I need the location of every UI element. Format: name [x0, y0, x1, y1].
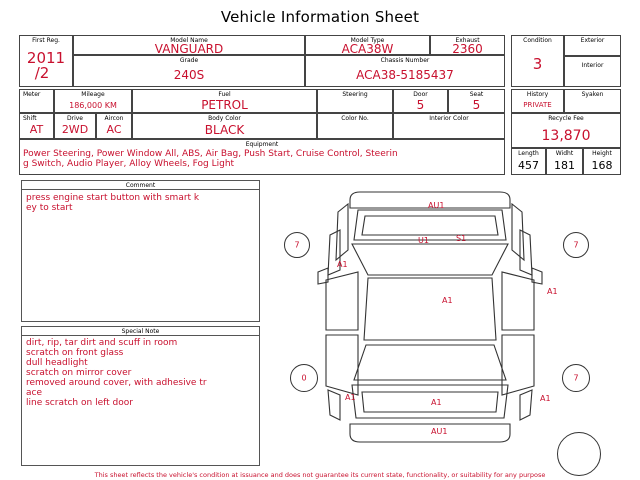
- comment-box: [21, 180, 260, 322]
- model-type-label: Model Type: [350, 37, 385, 44]
- height-label: Height: [592, 150, 612, 157]
- condition-label: Condition: [523, 37, 552, 44]
- exterior-cell: [564, 35, 621, 56]
- equipment-line-1: Power Steering, Power Window All, ABS, Air Bag, Push Start, Cruise Control, Steerin: [23, 149, 398, 159]
- mileage-cell: [54, 89, 132, 113]
- history-cell: [511, 89, 564, 113]
- equipment-cell: [19, 139, 505, 175]
- syaken-cell: [564, 89, 621, 113]
- seat-label: Seat: [469, 91, 484, 98]
- aircon-value: AC: [106, 123, 122, 136]
- mileage-value: 186,000 KM: [69, 101, 117, 110]
- seat-cell: [448, 89, 505, 113]
- exterior-label: Exterior: [580, 37, 605, 44]
- mark-s1: S1: [456, 234, 467, 243]
- interior-label: Interior: [581, 62, 604, 69]
- interior-color-cell: [393, 113, 505, 139]
- chassis-value: ACA38-5185437: [356, 68, 454, 82]
- special-note-line-3: dull headlight: [26, 358, 88, 368]
- history-label: History: [526, 91, 549, 98]
- interior-cell: [564, 56, 621, 87]
- grade-label: Grade: [179, 57, 199, 64]
- comment-line-2: ey to start: [26, 203, 73, 213]
- comment-label: Comment: [125, 182, 156, 189]
- shift-value: AT: [29, 123, 44, 136]
- aircon-cell: [96, 113, 132, 139]
- tailgate-outline: [352, 385, 508, 418]
- door-value: 5: [416, 98, 425, 112]
- body-color-cell: [132, 113, 317, 139]
- special-note-line-6: ace: [26, 388, 43, 398]
- body-color-value: BLACK: [204, 123, 245, 137]
- roof-outline: [364, 278, 496, 340]
- front-left-wheel-mark: 7: [284, 232, 310, 258]
- first-reg-cell: [19, 35, 73, 87]
- chassis-cell: [305, 55, 505, 87]
- length-cell: [511, 148, 546, 175]
- body-color-label: Body Color: [208, 115, 241, 122]
- special-note-line-5: removed around cover, with adhesive tr: [26, 378, 207, 388]
- disclaimer-footer: This sheet reflects the vehicle's condition at issuance and does not guarantee its current state, functionality, or suitability for any purpose: [94, 471, 546, 479]
- spare-tire-mark: [557, 432, 601, 476]
- aircon-label: Aircon: [104, 115, 124, 122]
- drive-cell: [54, 113, 96, 139]
- length-value: 457: [518, 159, 539, 172]
- special-note-line-7: line scratch on left door: [26, 398, 133, 408]
- meter-label: Meter: [23, 91, 41, 98]
- door-label: Door: [413, 91, 428, 98]
- color-no-cell: [317, 113, 393, 139]
- interior-color-label: Interior Color: [429, 115, 469, 122]
- drive-value: 2WD: [61, 123, 89, 136]
- rear-left-wheel-mark: 0: [290, 364, 318, 392]
- windshield-outline: [352, 244, 508, 275]
- mark-left-fender: A1: [337, 260, 348, 269]
- mark-tailgate: A1: [431, 398, 442, 407]
- recycle-fee-cell: [511, 113, 621, 148]
- shift-label: Shift: [23, 115, 37, 122]
- model-type-cell: [305, 35, 430, 55]
- mark-roof: A1: [442, 296, 453, 305]
- first-reg-month: /2: [34, 64, 50, 82]
- height-cell: [583, 148, 621, 175]
- mark-right-side: A1: [547, 287, 558, 296]
- rear-right-wheel-mark: 7: [562, 364, 590, 392]
- special-note-box: [21, 326, 260, 466]
- length-label: Length: [518, 150, 539, 157]
- width-label: Widht: [555, 150, 574, 157]
- recycle-fee-value: 13,870: [541, 128, 591, 144]
- fuel-value: PETROL: [201, 98, 248, 112]
- condition-cell: [511, 35, 564, 87]
- equipment-line-2: g Switch, Audio Player, Alloy Wheels, Fog Light: [23, 159, 235, 169]
- condition-value: 3: [532, 55, 543, 73]
- first-reg-year: 2011: [26, 49, 66, 67]
- rear-window-outline: [354, 345, 506, 380]
- steering-cell: [317, 89, 393, 113]
- car-diagram: [270, 180, 630, 470]
- mark-rear-bumper: AU1: [431, 427, 448, 436]
- recycle-fee-label: Recycle Fee: [548, 115, 584, 122]
- comment-line-1: press engine start button with smart k: [26, 193, 200, 203]
- model-name-value: VANGUARD: [154, 42, 224, 56]
- drive-label: Drive: [67, 115, 83, 122]
- fuel-label: Fuel: [218, 91, 231, 98]
- color-no-label: Color No.: [341, 115, 369, 122]
- grade-value: 240S: [173, 68, 205, 82]
- exhaust-label: Exhaust: [455, 37, 480, 44]
- mark-rear-right: A1: [540, 394, 551, 403]
- meter-cell: [19, 89, 54, 113]
- mark-u1: U1: [418, 236, 429, 245]
- special-note-line-4: scratch on mirror cover: [26, 368, 132, 378]
- seat-value: 5: [472, 98, 481, 112]
- shift-cell: [19, 113, 54, 139]
- exhaust-cell: [430, 35, 505, 55]
- history-value: PRIVATE: [523, 101, 552, 109]
- model-type-value: ACA38W: [341, 42, 394, 56]
- equipment-label: Equipment: [245, 141, 279, 148]
- door-cell: [393, 89, 448, 113]
- mileage-label: Mileage: [81, 91, 105, 98]
- mark-front-bumper: AU1: [428, 201, 445, 210]
- exhaust-value: 2360: [452, 42, 483, 56]
- model-name-label: Model Name: [170, 37, 208, 44]
- first-reg-label: First Reg.: [32, 37, 60, 44]
- mark-rear-left: A1: [345, 393, 356, 402]
- height-value: 168: [591, 159, 613, 172]
- width-cell: [546, 148, 583, 175]
- steering-label: Steering: [342, 91, 368, 98]
- grade-cell: [73, 55, 305, 87]
- syaken-label: Syaken: [581, 91, 604, 98]
- model-name-cell: [73, 35, 305, 55]
- special-note-line-1: dirt, rip, tar dirt and scuff in room: [26, 338, 178, 348]
- special-note-label: Special Note: [121, 328, 160, 335]
- page-title: Vehicle Information Sheet: [220, 8, 420, 26]
- rear-bumper-outline: [350, 424, 510, 442]
- chassis-label: Chassis Number: [380, 57, 430, 64]
- fuel-cell: [132, 89, 317, 113]
- front-right-wheel-mark: 7: [563, 232, 589, 258]
- width-value: 181: [554, 159, 575, 172]
- special-note-line-2: scratch on front glass: [26, 348, 124, 358]
